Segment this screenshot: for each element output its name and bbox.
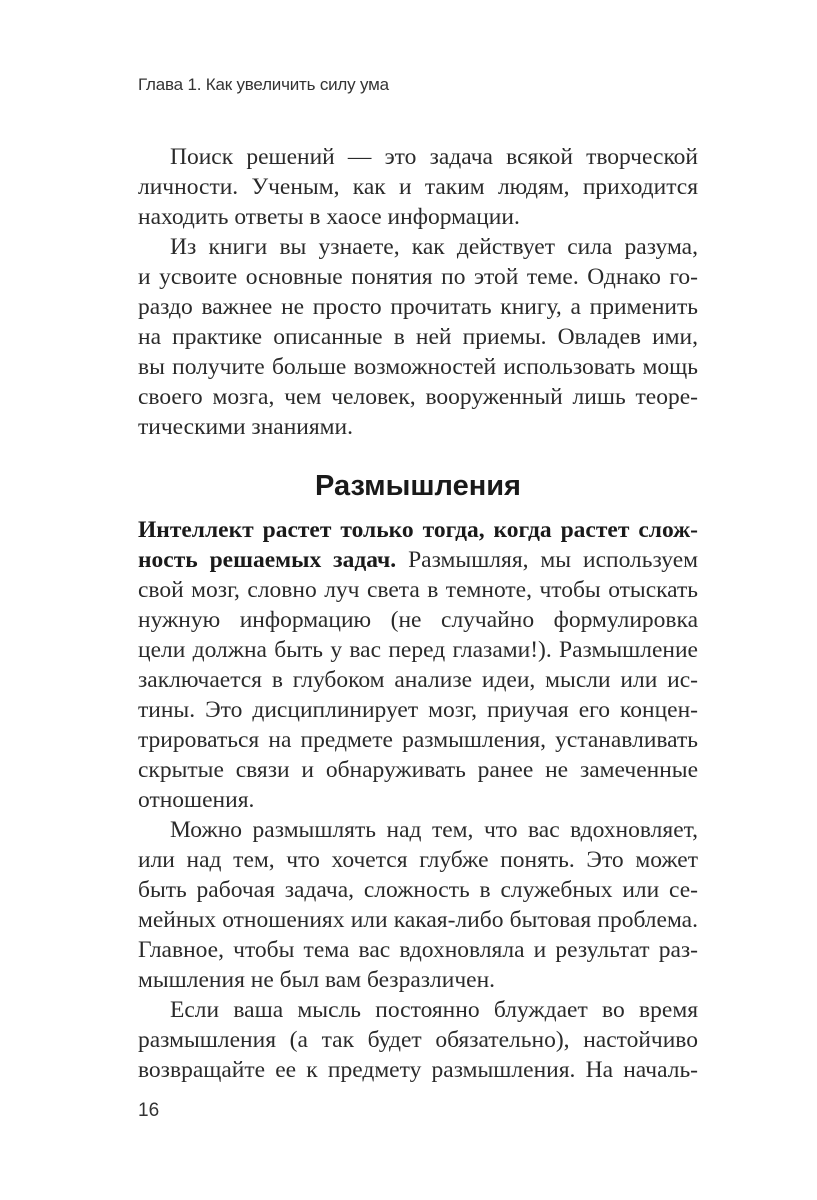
text-line (138, 352, 698, 382)
line-text: Из книги вы узнаете, как действует сила разума, (170, 234, 698, 260)
line-text: Поиск решений — это задача всякой творческой (170, 144, 698, 170)
text-line (138, 965, 698, 995)
line-text: возвращайте ее к предмету размышления. На началь- (138, 1057, 698, 1083)
line-text: или над тем, что хочется глубже понять. Это может (138, 847, 698, 873)
line-text: раздо важнее не просто прочитать книгу, а применить (138, 294, 698, 320)
text-line (138, 575, 698, 605)
text-line (138, 412, 698, 442)
bold-text: Интеллект растет только тогда, когда растет слож- (138, 517, 698, 543)
line-text: Если ваша мысль постоянно блуждает во время (170, 997, 698, 1023)
line-text: вы получите больше возможностей использовать мощь (138, 354, 698, 380)
text-line (138, 935, 698, 965)
running-header: Глава 1. Как увеличить силу ума (138, 75, 389, 94)
text-line (138, 725, 698, 755)
line-text: размышления (а так будет обязательно), настойчиво (138, 1027, 698, 1053)
text-line (138, 262, 698, 292)
line-text: Размышляя, мы используем (396, 547, 698, 573)
line-text: трироваться на предмете размышления, устанавливать (138, 727, 698, 753)
line-text: цели должна быть у вас перед глазами!). Размышление (138, 637, 698, 663)
line-text: быть рабочая задача, сложность в служебных или се- (138, 877, 698, 903)
line-text: находить ответы в хаосе информации. (138, 204, 520, 230)
text-line (138, 845, 698, 875)
text-line (138, 1025, 698, 1055)
line-text: тическими знаниями. (138, 414, 353, 440)
line-text: Можно размышлять над тем, что вас вдохновляет, (170, 817, 698, 843)
text-line (138, 1055, 698, 1085)
line-text: личности. Ученым, как и таким людям, приходится (138, 174, 698, 200)
text-line (138, 232, 698, 262)
page-number: 16 (138, 1100, 160, 1121)
text-line (138, 202, 698, 232)
line-text: на практике описанные в ней приемы. Овладев ими, (138, 324, 698, 350)
bold-text: ность решаемых задач. (138, 547, 397, 573)
text-line (138, 785, 698, 815)
text-line (138, 755, 698, 785)
line-text: тины. Это дисциплинирует мозг, приучая его концен- (138, 697, 698, 723)
line-text: Главное, чтобы тема вас вдохновляла и результат раз- (138, 937, 698, 963)
line-text: и усвоите основные понятия по этой теме. Однако го- (138, 264, 698, 290)
text-line (138, 995, 698, 1025)
text-line (138, 172, 698, 202)
section-body (138, 515, 698, 1085)
line-text: мышления не был вам безразличен. (138, 967, 496, 993)
text-line (138, 695, 698, 725)
text-line (138, 515, 698, 545)
line-text: заключается в глубоком анализе идеи, мысли или ис- (138, 667, 698, 693)
text-line (138, 142, 698, 172)
line-text: скрытые связи и обнаруживать ранее не замеченные (138, 757, 698, 783)
line-text: нужную информацию (не случайно формулировка (138, 607, 698, 633)
text-line (138, 635, 698, 665)
line-text: отношения. (138, 787, 255, 813)
text-line (138, 382, 698, 412)
text-line (138, 875, 698, 905)
line-text: мейных отношениях или какая-либо бытовая проблема. (138, 907, 698, 933)
text-line (138, 905, 698, 935)
text-line (138, 292, 698, 322)
section-heading: Размышления (315, 470, 521, 502)
text-line (138, 605, 698, 635)
intro-paragraphs (138, 142, 698, 442)
text-line (138, 665, 698, 695)
text-line (138, 815, 698, 845)
line-text: своего мозга, чем человек, вооруженный лишь теоре- (138, 384, 698, 410)
text-line (138, 322, 698, 352)
text-line (138, 545, 698, 575)
line-text: свой мозг, словно луч света в темноте, чтобы отыскать (138, 577, 698, 603)
